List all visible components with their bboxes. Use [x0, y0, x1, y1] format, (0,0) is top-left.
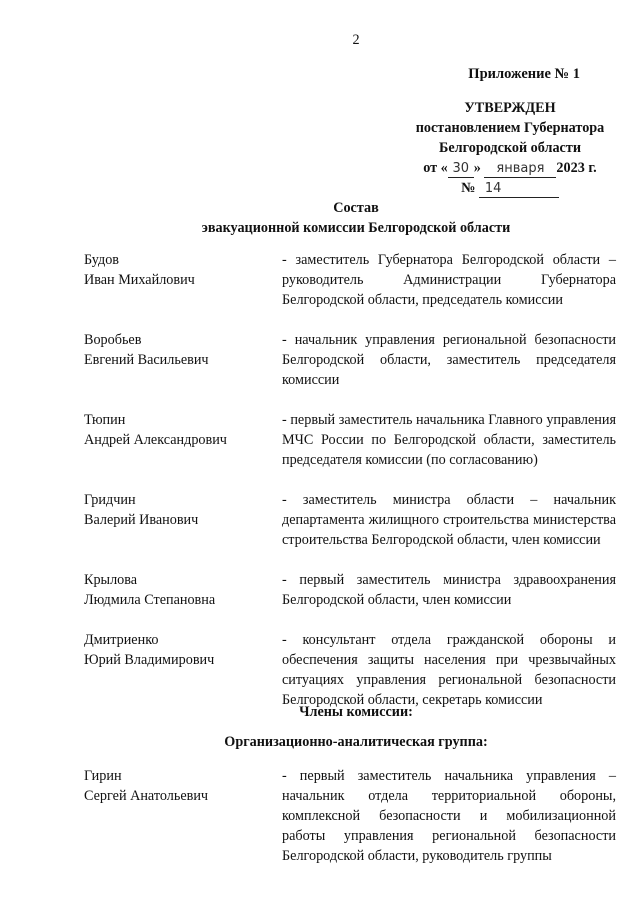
number-value: 14: [479, 181, 559, 198]
member-role: - консультант отдела гражданской обороны и обеспечения защиты населения при чрезвычайных ситуациях управления региональной безопасности Белгородской области, секретарь комиссии: [282, 632, 616, 708]
member-row: [84, 410, 616, 470]
member-surname: Воробьев: [84, 332, 142, 348]
approval-line-2: постановлением Губернатора: [415, 120, 605, 136]
member-role: - первый заместитель министра здравоохранения Белгородской области, член комиссии: [282, 572, 616, 608]
member-role: - заместитель министра области – начальник департамента жилищного строительства министерства строительства Белгородской области, член комиссии: [282, 492, 616, 548]
approval-date: [400, 158, 620, 178]
group-roster: [84, 766, 616, 886]
member-row: [84, 766, 616, 866]
section-heading-members: Члены комиссии:: [299, 704, 413, 720]
member-name: [84, 630, 282, 710]
member-row: [84, 630, 616, 710]
member-name: [84, 490, 282, 550]
member-given-names: Евгений Васильевич: [84, 352, 209, 368]
member-given-names: Валерий Иванович: [84, 512, 199, 528]
member-name: [84, 250, 282, 310]
member-row: [84, 490, 616, 550]
section-heading-group: Организационно-аналитическая группа:: [224, 734, 488, 750]
member-given-names: Людмила Степановна: [84, 592, 216, 608]
member-given-names: Андрей Александрович: [84, 432, 227, 448]
member-name: [84, 330, 282, 390]
member-role: - первый заместитель начальника управления – начальник отдела территориальной обороны, комплексной безопасности и мобилизационной работы управления региональной безопасности Белгородской области, руководитель группы: [282, 768, 616, 864]
member-role: - заместитель Губернатора Белгородской области – руководитель Администрации Губернатора Белгородской области, председатель комиссии: [282, 252, 616, 308]
member-surname: Будов: [84, 252, 120, 268]
member-role: - начальник управления региональной безопасности Белгородской области, заместитель председателя комиссии: [282, 332, 616, 388]
document-title: [0, 198, 640, 238]
title-line-2: эвакуационной комиссии Белгородской области: [201, 220, 511, 236]
date-year: 2023 г.: [556, 160, 597, 176]
member-role: - первый заместитель начальника Главного управления МЧС России по Белгородской области, заместитель председателя комиссии (по согласованию): [282, 412, 616, 468]
number-prefix: №: [461, 180, 476, 196]
member-name: [84, 410, 282, 470]
date-prefix: от «: [423, 160, 448, 176]
member-surname: Тюпин: [84, 412, 126, 428]
member-surname: Гирин: [84, 768, 122, 784]
approval-line-3: Белгородской области: [439, 140, 581, 156]
annex-title: Приложение № 1: [468, 66, 580, 82]
date-mid: »: [473, 160, 481, 176]
date-month: января: [484, 161, 556, 178]
commission-roster: [84, 250, 616, 730]
member-name: [84, 766, 282, 866]
approval-number: [400, 178, 620, 198]
approval-block: [400, 98, 620, 198]
member-surname: Гридчин: [84, 492, 136, 508]
member-given-names: Юрий Владимирович: [84, 652, 215, 668]
member-given-names: Сергей Анатольевич: [84, 788, 209, 804]
approval-line-1: УТВЕРЖДЕН: [464, 100, 556, 116]
page-number: 2: [352, 32, 360, 48]
member-row: [84, 250, 616, 310]
member-given-names: Иван Михайлович: [84, 272, 195, 288]
member-surname: Крылова: [84, 572, 138, 588]
member-surname: Дмитриенко: [84, 632, 159, 648]
title-line-1: Состав: [333, 200, 379, 216]
member-row: [84, 330, 616, 390]
member-name: [84, 570, 282, 610]
date-day: 30: [448, 161, 474, 178]
member-row: [84, 570, 616, 610]
